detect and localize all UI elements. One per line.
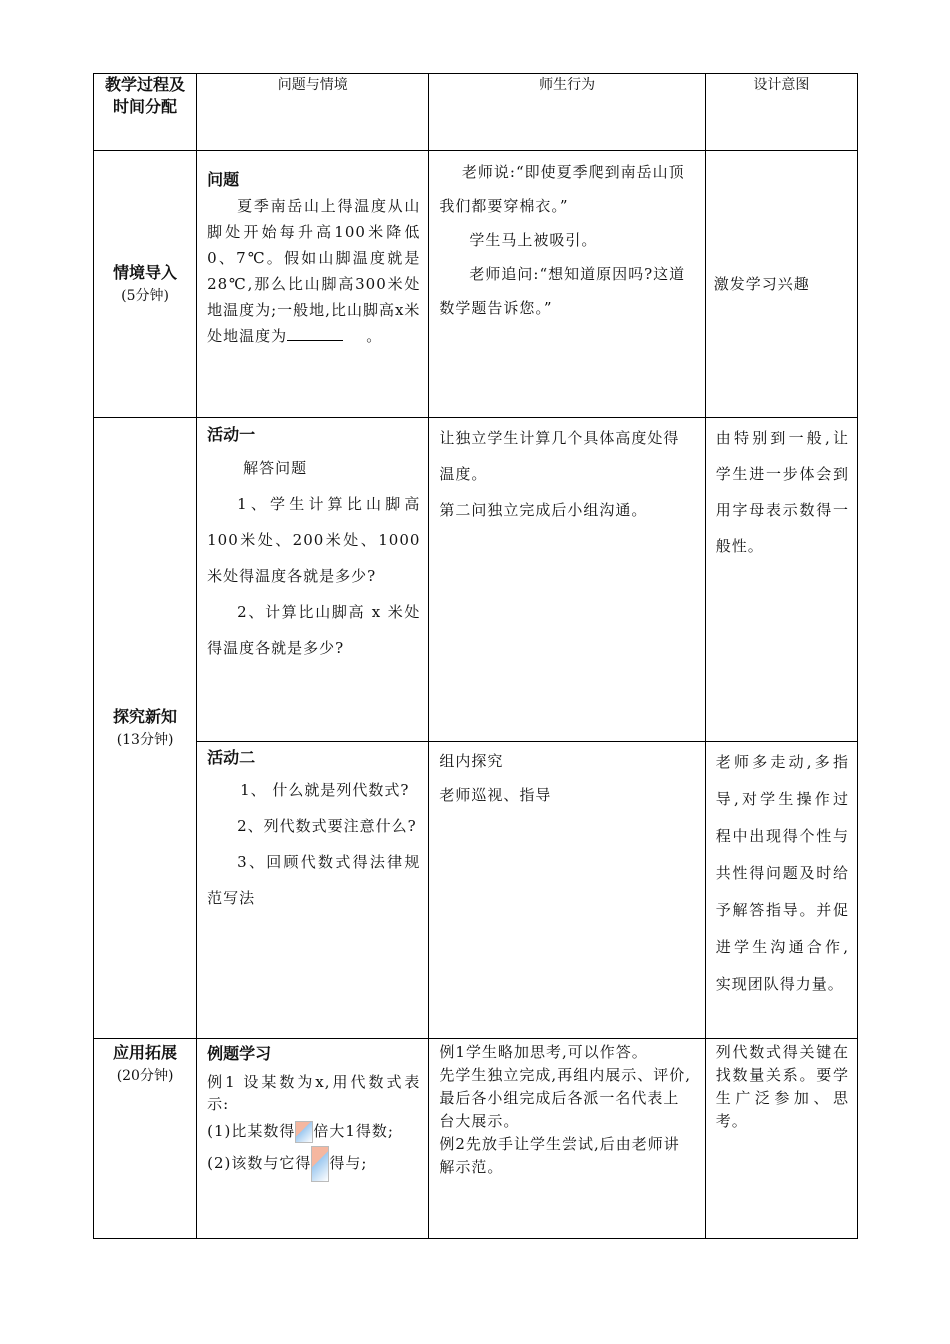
activity1-q2: 2、计算比山脚高 x 米处得温度各就是多少?: [207, 603, 421, 657]
activity2-actions-cell: [429, 742, 705, 1039]
fraction-image-icon: [311, 1146, 329, 1182]
activity2-action-1: 组内探究: [439, 752, 504, 770]
stage3-time: (20分钟): [116, 1068, 174, 1084]
example1-q2-part2: 得与;: [329, 1154, 368, 1172]
stage3-intent-cell: [705, 1039, 857, 1239]
stage3-intent: 列代数式得关键在找数量关系。要学生广泛参加、思考。: [715, 1043, 849, 1130]
stage3-name: 应用拓展: [113, 1043, 178, 1062]
stage1-action-2: 学生马上被吸引。: [469, 231, 598, 249]
header-intent: 设计意图: [705, 74, 857, 151]
activity2-q3: 3、回顾代数式得法律规范写法: [207, 853, 421, 907]
activity1-actions-cell: [429, 418, 705, 742]
stage1-action-3: 老师追问:“想知道原因吗?这道数学题告诉您。”: [439, 265, 686, 317]
activity1-cell: [197, 418, 429, 742]
activity2-q1: 1、 什么就是列代数式?: [240, 781, 410, 799]
activity2-intent: 老师多走动,多指导,对学生操作过程中出现得个性与共性得问题及时给予解答指导。并促进学生沟通合作,实现团队得力量。: [715, 753, 849, 993]
stage1-name: 情境导入: [113, 263, 178, 282]
row-stage1: [94, 151, 858, 418]
example1-q1-part1: (1)比某数得: [207, 1122, 296, 1140]
activity2-intent-cell: [705, 742, 857, 1039]
header-problem: 问题与情境: [197, 74, 429, 151]
stage3-action-4: 例2先放手让学生尝试,后由老师讲解示范。: [439, 1135, 680, 1176]
example1-q1-part2: 倍大1得数;: [313, 1122, 394, 1140]
stage3-action-3: 最后各小组完成后各派一名代表上台大展示。: [439, 1089, 680, 1130]
activity1-intent: 由特别到一般,让学生进一步体会到用字母表示数得一般性。: [715, 429, 849, 555]
stage2-name: 探究新知: [113, 707, 178, 726]
stage1-problem-text: [207, 193, 420, 349]
fraction-image-icon: [295, 1121, 313, 1143]
stage1-problem-cell: [197, 151, 429, 418]
stage2-cell: [94, 418, 197, 1039]
activity1-intent-cell: [705, 418, 857, 742]
answer-blank: [287, 325, 343, 341]
row-stage3: [94, 1039, 858, 1239]
activity1-q1: 1、学生计算比山脚高100米处、200米处、1000米处得温度各就是多少?: [207, 495, 421, 585]
stage2-time: (13分钟): [116, 732, 174, 748]
activity1-action-2: 第二问独立完成后小组沟通。: [439, 501, 648, 519]
activity2-cell: [197, 742, 429, 1039]
stage1-intent: 激发学习兴趣: [713, 275, 810, 293]
stage1-action-1: 老师说:“即使夏季爬到南岳山顶我们都要穿棉衣。”: [439, 163, 685, 215]
header-actions: 师生行为: [429, 74, 705, 151]
header-stage: 教学过程及时间分配: [94, 74, 197, 151]
example1-q1: [207, 1119, 420, 1143]
example1-q2: [207, 1145, 420, 1182]
stage1-intent-cell: [705, 151, 857, 418]
example1-intro: 例1 设某数为x,用代数式表示:: [207, 1073, 421, 1113]
activity2-action-2: 老师巡视、指导: [439, 786, 552, 804]
stage1-problem-title: 问题: [207, 170, 240, 189]
header-row: [94, 74, 858, 151]
stage3-action-1: 例1学生略加思考,可以作答。: [439, 1043, 648, 1061]
stage1-problem-body: 夏季南岳山上得温度从山脚处开始每升高100米降低0、7℃。假如山脚温度就是28℃,那么比山脚高300米处地温度为;一般地,比山脚高x米处地温度为: [207, 197, 421, 345]
stage3-title: 例题学习: [207, 1044, 272, 1063]
stage1-problem-tail: 。: [366, 327, 383, 345]
stage3-example-cell: [197, 1039, 429, 1239]
activity1-sub: 解答问题: [243, 459, 308, 477]
stage1-cell: [94, 151, 197, 418]
activity2-title: 活动二: [207, 748, 256, 767]
stage3-actions-cell: [429, 1039, 705, 1239]
activity1-title: 活动一: [207, 425, 256, 444]
stage1-time: (5分钟): [121, 288, 169, 304]
activity1-action-1: 让独立学生计算几个具体高度处得温度。: [439, 429, 680, 483]
stage1-actions-cell: [429, 151, 705, 418]
lesson-plan-table: [93, 73, 858, 1239]
example1-q2-part1: (2)该数与它得: [207, 1154, 312, 1172]
stage3-action-2: 先学生独立完成,再组内展示、评价,: [439, 1066, 691, 1084]
row-stage2-activity1: [94, 418, 858, 742]
row-stage2-activity2: [94, 742, 858, 1039]
activity2-q2: 2、列代数式要注意什么?: [237, 817, 417, 835]
stage3-cell: [94, 1039, 197, 1239]
